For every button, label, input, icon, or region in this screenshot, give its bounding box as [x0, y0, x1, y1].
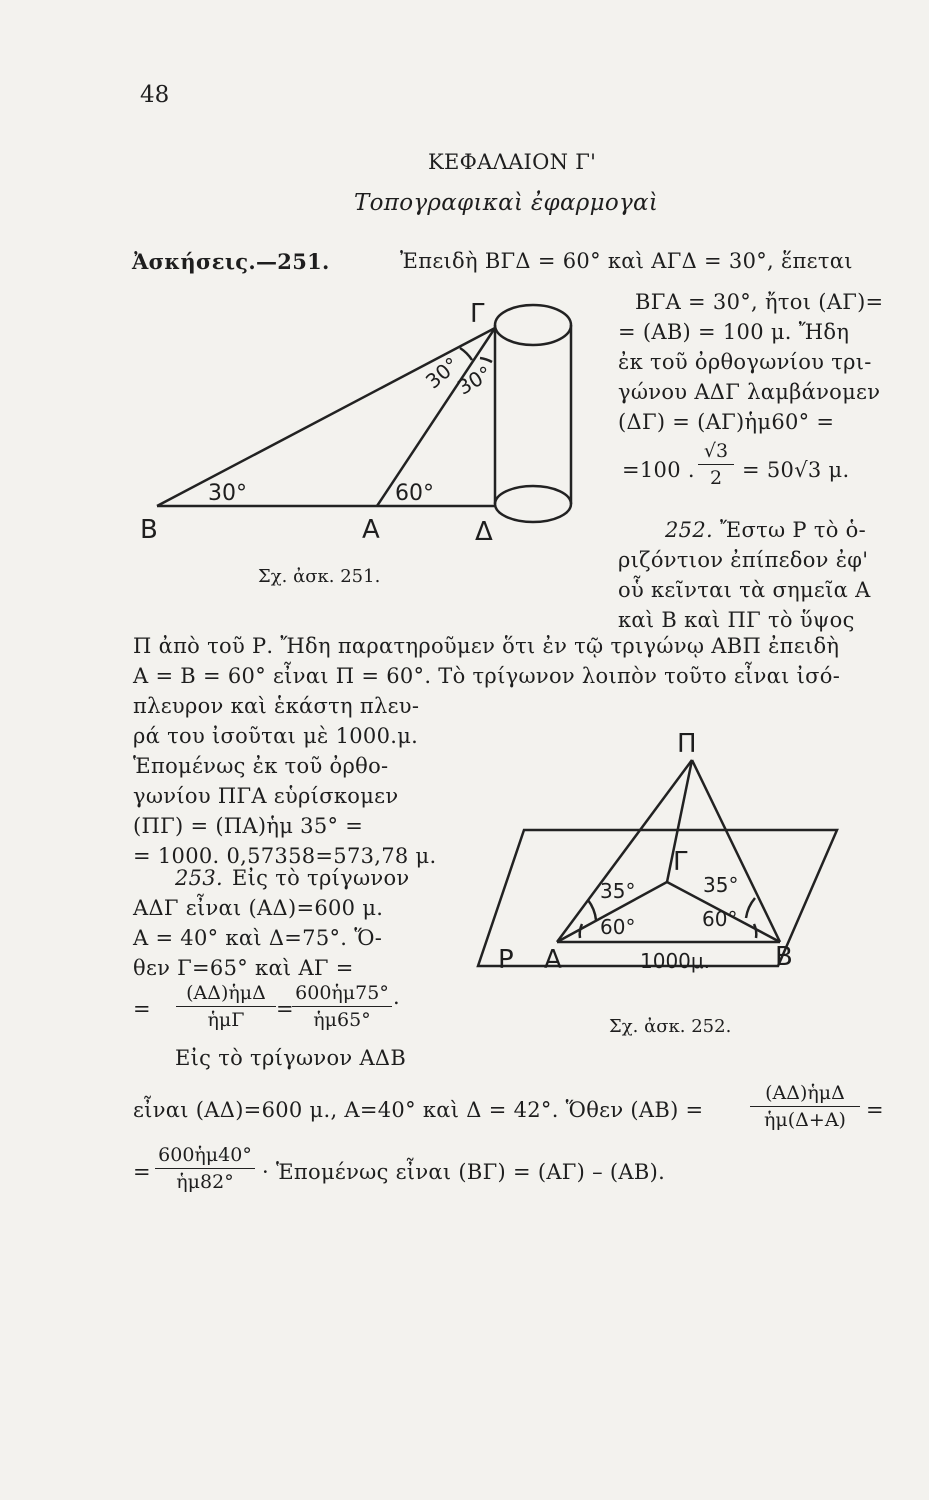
text-line: Ἑπομένως ἐκ τοῦ ὀρθο-: [133, 754, 389, 778]
text-line: (ΔΓ) = (ΑΓ)ἡμ60° =: [618, 410, 835, 434]
label-B: Β: [775, 942, 793, 972]
angle-label-60a: 60°: [600, 915, 636, 939]
text-line: =: [276, 997, 294, 1021]
fraction: [176, 982, 276, 1031]
label-A: Α: [362, 515, 380, 545]
angle-arc: [460, 348, 472, 360]
text-line: Ἔστω Ρ τὸ ὁ-: [720, 518, 867, 542]
angle-label-60b: 60°: [702, 907, 738, 931]
text-line: Π ἀπὸ τοῦ Ρ. Ἤδη παρατηροῦμεν ὅτι ἐν τῷ τριγώνῳ ΑΒΠ ἐπειδὴ: [133, 634, 840, 658]
fraction: [155, 1144, 255, 1193]
text-line: καὶ Β καὶ ΠΓ τὸ ὕψος: [618, 608, 855, 632]
angle-arc: [746, 898, 755, 918]
text-line: = 50√3 μ.: [742, 458, 850, 482]
chapter-heading: ΚΕΦΑΛΑΙΟΝ Γ': [428, 150, 597, 174]
angle-label-G2: 30°: [453, 361, 496, 400]
cylinder-top: [495, 305, 571, 345]
cylinder-bottom: [495, 486, 571, 522]
text-line: Α = Β = 60° εἶναι Π = 60°. Τὸ τρίγωνον λοιπὸν τοῦτο εἶναι ἰσό-: [133, 664, 841, 688]
text-line: · Ἑπομένως εἶναι (ΒΓ) = (ΑΓ) – (ΑΒ).: [262, 1160, 666, 1184]
angle-label-35b: 35°: [703, 873, 739, 897]
label-G: Γ: [673, 847, 688, 877]
fraction-denominator: ἡμ(Δ+Α): [764, 1109, 846, 1131]
section-title: Τοπογραφικαὶ ἐφαρμογαὶ: [354, 190, 659, 216]
text-line: Εἰς τὸ τρίγωνον ΑΔΒ: [175, 1046, 407, 1070]
exercise-number: 253.: [175, 866, 223, 890]
fraction-denominator: ἡμΓ: [207, 1009, 245, 1031]
text-line: =100 .: [622, 458, 695, 482]
angle-label-A: 60°: [395, 481, 434, 506]
text-line: Ἐπειδὴ ΒΓΔ = 60° καὶ ΑΓΔ = 30°, ἕπεται: [400, 249, 853, 273]
text-line: =: [133, 997, 151, 1021]
fraction: [750, 1082, 860, 1131]
distance-label: 1000μ.: [640, 949, 710, 973]
text-line: γώνου ΑΔΓ λαμβάνομεν: [618, 380, 881, 404]
text-line: οὗ κεῖνται τὰ σημεῖα Α: [618, 578, 871, 602]
text-line: =: [133, 1160, 151, 1184]
text-line: ρά του ἰσοῦται μὲ 1000.μ.: [133, 724, 419, 748]
label-A: Α: [544, 945, 562, 975]
text-line: πλευρον καὶ ἑκάστη πλευ-: [133, 694, 420, 718]
fraction-numerator: (ΑΔ)ἡμΔ: [186, 982, 266, 1004]
figure-caption: Σχ. ἀσκ. 252.: [609, 1016, 732, 1037]
angle-arc: [754, 924, 756, 938]
fraction-numerator: (ΑΔ)ἡμΔ: [765, 1082, 845, 1104]
text-line: = (ΑΒ) = 100 μ. Ἤδη: [618, 320, 850, 344]
label-D: Δ: [475, 517, 493, 547]
figure-caption: Σχ. ἀσκ. 251.: [258, 566, 381, 587]
fraction: [292, 982, 392, 1031]
fraction-denominator: ἡμ65°: [313, 1009, 371, 1031]
angle-arc: [588, 900, 596, 920]
fraction-denominator: ἡμ82°: [176, 1171, 234, 1193]
text-line: (ΠΓ) = (ΠΑ)ἡμ 35° =: [133, 814, 364, 838]
exercise-number: 252.: [665, 518, 713, 542]
figure-252: [470, 720, 870, 1020]
fraction-numerator: 600ἡμ75°: [295, 982, 389, 1004]
text-line: Α = 40° καὶ Δ=75°. Ὅ-: [133, 926, 383, 950]
text-line: γωνίου ΠΓΑ εὑρίσκομεν: [133, 784, 399, 808]
page-number: 48: [140, 82, 170, 108]
fraction-denominator: 2: [709, 467, 723, 489]
angle-arc: [580, 924, 582, 938]
line-AG: [377, 328, 495, 506]
angle-label-B: 30°: [208, 481, 247, 506]
text-line: ΑΔΓ εἶναι (ΑΔ)=600 μ.: [133, 896, 384, 920]
text-line: = 1000. 0,57358=573,78 μ.: [133, 844, 437, 868]
text-line: ἐκ τοῦ ὀρθογωνίου τρι-: [618, 350, 872, 374]
text-line: ριζόντιον ἐπίπεδον ἐφ': [618, 548, 869, 572]
angle-label-G1: 30°: [420, 352, 464, 394]
text-line: =: [866, 1098, 884, 1122]
fraction-numerator: 600ἡμ40°: [158, 1144, 252, 1166]
label-R: Ρ: [498, 945, 514, 975]
label-G: Γ: [470, 299, 485, 329]
text-line: .: [393, 985, 400, 1009]
label-P: Π: [677, 729, 697, 759]
text-line: ΒΓΑ = 30°, ἤτοι (ΑΓ)=: [635, 290, 884, 314]
text-line: εἶναι (ΑΔ)=600 μ., Α=40° καὶ Δ = 42°. Ὅθεν (ΑΒ) =: [133, 1098, 704, 1122]
fraction-numerator: √3: [703, 440, 729, 462]
text-line: Εἰς τὸ τρίγωνον: [232, 866, 410, 890]
angle-label-35a: 35°: [600, 879, 636, 903]
exercises-label: Ἀσκήσεις.—251.: [132, 249, 330, 274]
text-line: θεν Γ=65° καὶ ΑΓ =: [133, 956, 354, 980]
fraction: [698, 440, 734, 489]
figure-251: [140, 290, 590, 550]
label-B: Β: [140, 515, 158, 545]
